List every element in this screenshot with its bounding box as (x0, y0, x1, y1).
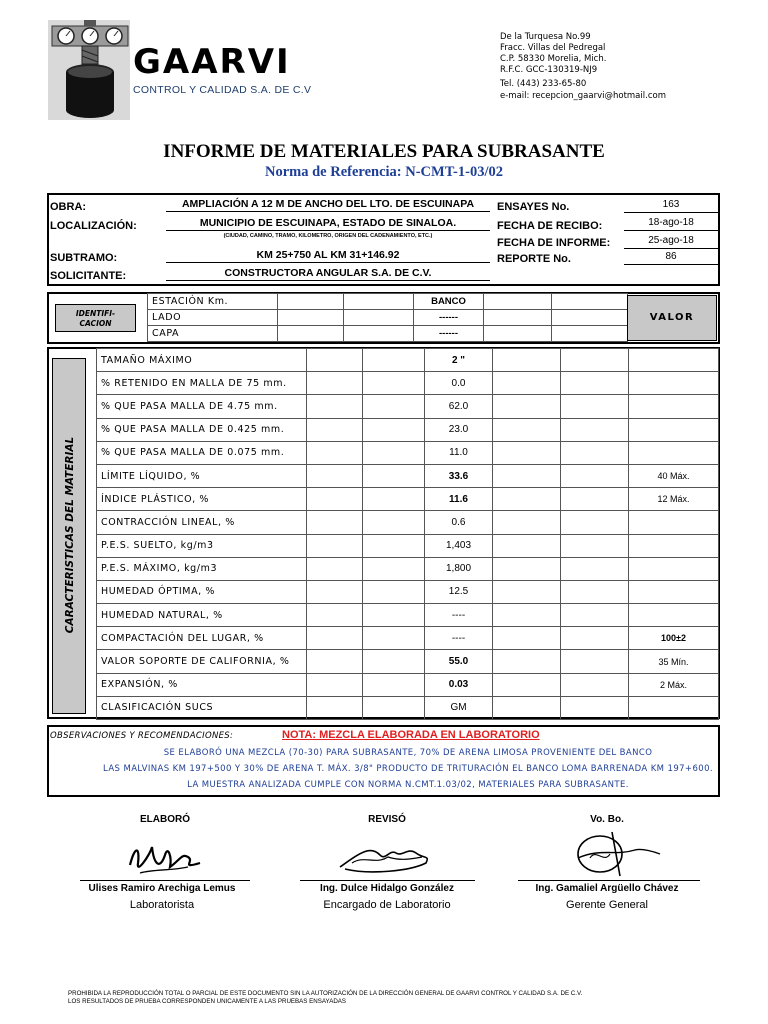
vobo-role: Gerente General (566, 899, 648, 911)
characteristic-label: P.E.S. SUELTO, kg/m3 (97, 534, 307, 557)
characteristic-row (97, 395, 719, 418)
address-line: C.P. 58330 Morelia, Mich. (500, 54, 607, 64)
reporte-label: REPORTE No. (497, 253, 571, 265)
identification-row-label: ESTACIÓN Km. (148, 294, 278, 310)
characteristic-value: 2 " (425, 349, 493, 372)
characteristic-value: 1,403 (425, 534, 493, 557)
localizacion-note: (CIUDAD, CAMINO, TRAMO, KILOMETRO, ORIGEN DEL CADENAMIENTO, ETC.) (223, 233, 433, 239)
reviso-title: REVISÓ (368, 814, 406, 825)
footer-disclaimer: PROHIBIDA LA REPRODUCCIÓN TOTAL O PARCIAL DE ESTE DOCUMENTO SIN LA AUTORIZACIÓN DE LA DIRECCIÓN GENERAL DE GAARVI CONTROL Y CALIDAD S.A. DE C.V. (68, 990, 583, 997)
signature-line (518, 880, 700, 881)
subtramo-value: KM 25+750 AL KM 31+146.92 (166, 249, 490, 263)
obra-value: AMPLIACIÓN A 12 M DE ANCHO DEL LTO. DE ESCUINAPA (166, 198, 490, 212)
fecha-informe-label: FECHA DE INFORME: (497, 237, 611, 249)
characteristic-value: 0.03 (425, 673, 493, 696)
characteristic-value: 12.5 (425, 580, 493, 603)
reviso-name: Ing. Dulce Hidalgo González (320, 883, 454, 894)
identification-row-label: LADO (148, 310, 278, 326)
characteristics-table (96, 348, 719, 720)
characteristic-row (97, 557, 719, 580)
localizacion-label: LOCALIZACIÓN: (50, 220, 137, 232)
characteristic-limit (629, 418, 719, 441)
identification-row (148, 326, 628, 342)
address-line: Fracc. Villas del Pedregal (500, 43, 606, 53)
characteristic-label: % QUE PASA MALLA DE 0.425 mm. (97, 418, 307, 441)
reporte-value: 86 (624, 251, 718, 265)
characteristic-limit (629, 349, 719, 372)
estacion-value: BANCO (414, 294, 484, 310)
reviso-role: Encargado de Laboratorio (323, 899, 451, 911)
observation-line: LAS MALVINAS KM 197+500 Y 30% DE ARENA T. MÁX. 3/8" PRODUCTO DE TRITURACIÓN EL BANCO LOMA BARRENADA KM 197+600. (103, 764, 713, 774)
characteristic-row (97, 511, 719, 534)
identification-row-label: CAPA (148, 326, 278, 342)
characteristic-value: GM (425, 696, 493, 719)
characteristic-label: CONTRACCIÓN LINEAL, % (97, 511, 307, 534)
characteristic-limit (629, 557, 719, 580)
report-title: INFORME DE MATERIALES PARA SUBRASANTE (163, 141, 605, 162)
vobo-title: Vo. Bo. (590, 814, 624, 825)
characteristic-limit: 100±2 (629, 627, 719, 650)
obra-label: OBRA: (50, 201, 87, 213)
characteristic-limit: 35 Mín. (629, 650, 719, 673)
observation-line: LA MUESTRA ANALIZADA CUMPLE CON NORMA N.CMT.1.03/02, MATERIALES PARA SUBRASANTE. (187, 780, 629, 790)
vobo-name: Ing. Gamaliel Argüello Chávez (535, 883, 679, 894)
brand-subtitle: CONTROL Y CALIDAD S.A. DE C.V (133, 84, 312, 96)
characteristic-limit (629, 534, 719, 557)
characteristic-label: CLASIFICACIÓN SUCS (97, 696, 307, 719)
characteristic-label: HUMEDAD ÓPTIMA, % (97, 580, 307, 603)
signature-line (80, 880, 250, 881)
characteristic-value: 0.6 (425, 511, 493, 534)
localizacion-value: MUNICIPIO DE ESCUINAPA, ESTADO DE SINALOA. (166, 217, 490, 231)
report-subtitle: Norma de Referencia: N-CMT-1-03/02 (265, 164, 503, 180)
characteristic-limit (629, 395, 719, 418)
characteristic-row (97, 580, 719, 603)
characteristic-limit: 40 Máx. (629, 464, 719, 487)
characteristic-label: % QUE PASA MALLA DE 0.075 mm. (97, 441, 307, 464)
characteristic-value: 1,800 (425, 557, 493, 580)
characteristic-limit (629, 372, 719, 395)
characteristic-label: % RETENIDO EN MALLA DE 75 mm. (97, 372, 307, 395)
characteristic-value: ---- (425, 604, 493, 627)
characteristic-limit (629, 604, 719, 627)
characteristic-row (97, 349, 719, 372)
signature-vobo-icon (560, 828, 670, 880)
characteristic-row (97, 488, 719, 511)
observation-line: SE ELABORÓ UNA MEZCLA (70-30) PARA SUBRASANTE, 70% DE ARENA LIMOSA PROVENIENTE DEL BANCO (163, 748, 653, 758)
capa-value: ------ (414, 326, 484, 342)
characteristic-limit (629, 511, 719, 534)
characteristic-value: ---- (425, 627, 493, 650)
characteristic-row (97, 418, 719, 441)
characteristic-label: VALOR SOPORTE DE CALIFORNIA, % (97, 650, 307, 673)
characteristic-limit (629, 580, 719, 603)
characteristic-label: EXPANSIÓN, % (97, 673, 307, 696)
characteristic-row (97, 464, 719, 487)
characteristic-label: % QUE PASA MALLA DE 4.75 mm. (97, 395, 307, 418)
characteristic-limit: 2 Máx. (629, 673, 719, 696)
characteristic-row (97, 650, 719, 673)
characteristic-value: 62.0 (425, 395, 493, 418)
identification-row (148, 310, 628, 326)
address-line: R.F.C. GCC-130319-NJ9 (500, 65, 598, 75)
identificacion-label: IDENTIFI- CACION (55, 304, 136, 332)
characteristic-value: 33.6 (425, 464, 493, 487)
characteristic-value: 11.0 (425, 441, 493, 464)
address-email: e-mail: recepcion_gaarvi@hotmail.com (500, 91, 666, 101)
address-line: De la Turquesa No.99 (500, 32, 591, 42)
characteristic-label: P.E.S. MÁXIMO, kg/m3 (97, 557, 307, 580)
characteristic-row (97, 673, 719, 696)
characteristic-label: HUMEDAD NATURAL, % (97, 604, 307, 627)
characteristic-limit: 12 Máx. (629, 488, 719, 511)
ensayes-label: ENSAYES No. (497, 201, 570, 213)
characteristic-row (97, 534, 719, 557)
subtramo-label: SUBTRAMO: (50, 252, 118, 264)
characteristics-title: CARACTERISTICAS DEL MATERIAL (64, 436, 76, 634)
characteristic-row (97, 627, 719, 650)
ensayes-value: 163 (624, 199, 718, 213)
valor-header: VALOR (627, 295, 717, 341)
solicitante-value: CONSTRUCTORA ANGULAR S.A. DE C.V. (166, 267, 490, 281)
characteristic-limit (629, 696, 719, 719)
characteristic-label: LÍMITE LÍQUIDO, % (97, 464, 307, 487)
fecha-informe-value: 25-ago-18 (624, 235, 718, 249)
characteristics-side-label (52, 358, 86, 714)
fecha-recibo-value: 18-ago-18 (624, 217, 718, 231)
footer-note: LOS RESULTADOS DE PRUEBA CORRESPONDEN UNICAMENTE A LAS PRUEBAS ENSAYADAS (68, 998, 347, 1005)
identification-table (147, 293, 628, 342)
characteristic-limit (629, 441, 719, 464)
identification-row (148, 294, 628, 310)
elaboro-role: Laboratorista (129, 899, 195, 911)
characteristic-value: 0.0 (425, 372, 493, 395)
characteristic-row (97, 696, 719, 719)
characteristic-value: 11.6 (425, 488, 493, 511)
fecha-recibo-label: FECHA DE RECIBO: (497, 220, 603, 232)
characteristic-row (97, 604, 719, 627)
characteristic-label: COMPACTACIÓN DEL LUGAR, % (97, 627, 307, 650)
solicitante-label: SOLICITANTE: (50, 270, 127, 282)
signature-reviso-icon (330, 835, 440, 880)
characteristic-row (97, 372, 719, 395)
lado-value: ------ (414, 310, 484, 326)
brand-name: GAARVI (133, 42, 291, 82)
characteristic-value: 23.0 (425, 418, 493, 441)
elaboro-title: ELABORÓ (140, 814, 190, 825)
characteristic-label: ÍNDICE PLÁSTICO, % (97, 488, 307, 511)
signature-elaboro-icon (110, 835, 220, 880)
signature-line (300, 880, 475, 881)
address-phone: Tel. (443) 233-65-80 (500, 79, 587, 89)
characteristic-label: TAMAÑO MÁXIMO (97, 349, 307, 372)
elaboro-name: Ulises Ramiro Arechiga Lemus (88, 883, 236, 894)
observations-note: NOTA: MEZCLA ELABORADA EN LABORATORIO (282, 729, 540, 741)
characteristic-value: 55.0 (425, 650, 493, 673)
observations-label: OBSERVACIONES Y RECOMENDACIONES: (50, 731, 234, 741)
characteristic-row (97, 441, 719, 464)
